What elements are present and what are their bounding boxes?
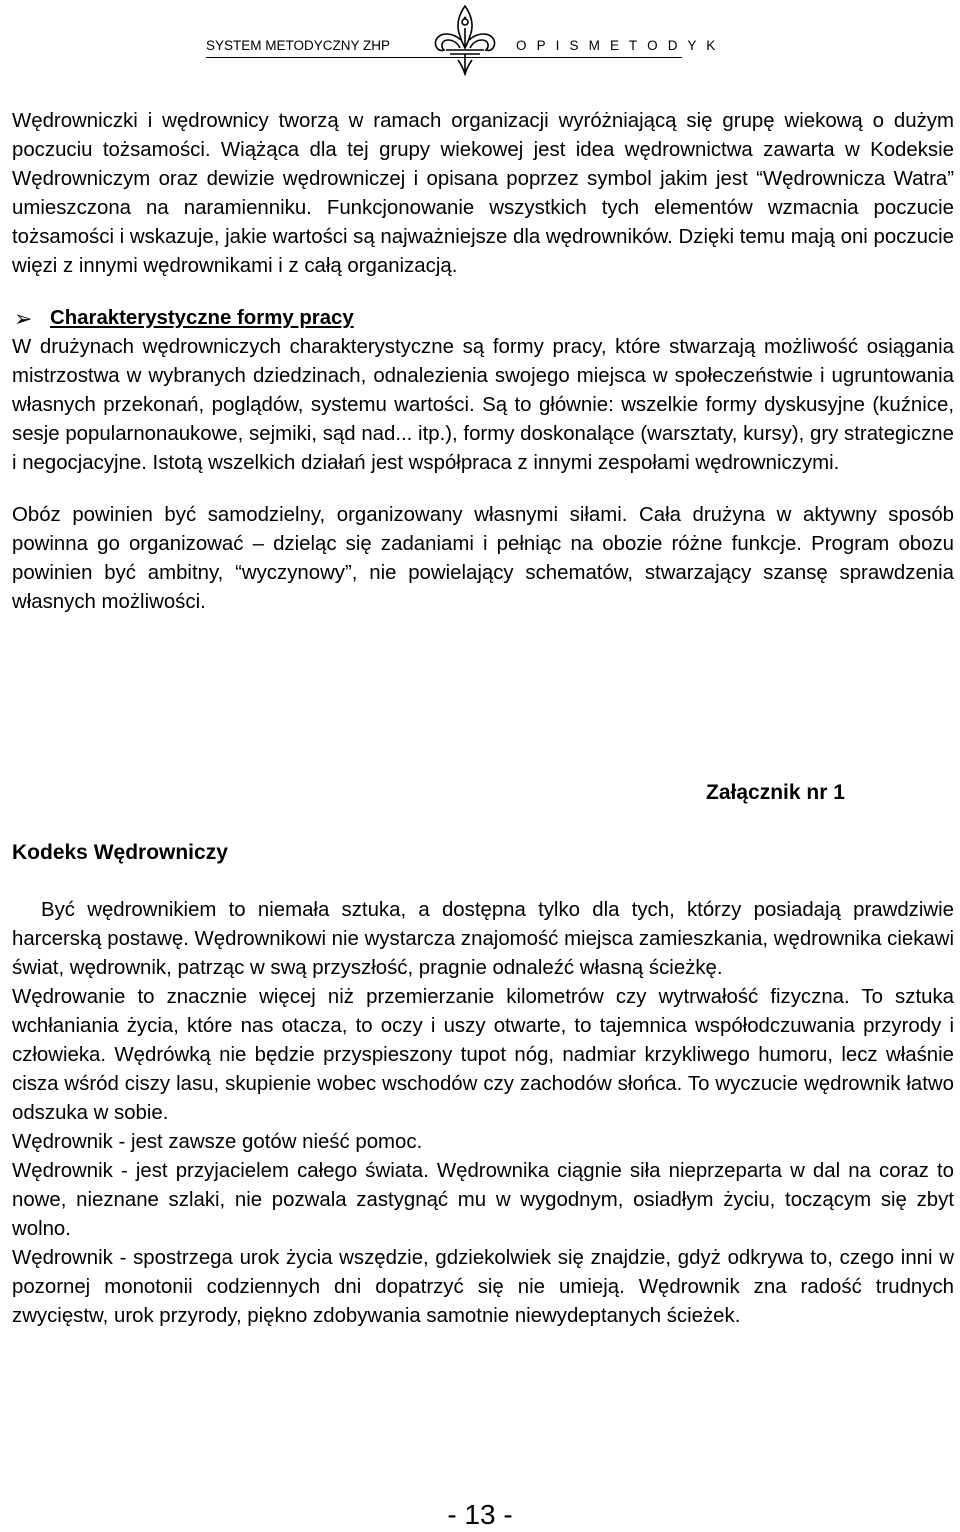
kodeks-paragraph: Wędrowanie to znacznie więcej niż przemierzanie kilometrów czy wytrwałość fizyczna. To sztuka wchłaniania życia, które nas otacza, to oczy i uszy otwarte, to tajemnica współodczuwania przyrody i człowieka. Wędrówką nie będzie przyspieszony tupot nóg, nadmiar krzykliwego humoru, lecz właśnie cisza wśród ciszy lasu, skupienie wobec wschodów czy zachodów słońca. To wyczucie wędrownik łatwo odszuka w sobie.	[12, 986, 954, 1124]
page-number: - 13 -	[447, 1499, 513, 1530]
zhp-lily-logo-icon	[428, 2, 502, 78]
appendix-label: Załącznik nr 1	[706, 781, 845, 804]
camp-paragraph: Obóz powinien być samodzielny, organizowany własnymi siłami. Cała drużyna w aktywny sposób powinna go organizować – dzieląc się zadaniami i pełniąc na obozie różne funkcje. Program obozu powinien być ambitny, “wyczynowy”, nie powielający schematów, stwarzający szansę sprawdzenia własnych możliwości.	[12, 504, 954, 613]
kodeks-text	[12, 896, 954, 1331]
header-right-text: O P I S M E T O D Y K	[516, 38, 719, 53]
main-text	[12, 107, 954, 617]
page-header	[0, 0, 960, 80]
header-left-text: SYSTEM METODYCZNY ZHP	[206, 38, 391, 53]
kodeks-paragraph: Wędrownik - jest przyjacielem całego świata. Wędrownika ciągnie siła nieprzeparta w dal na coraz to nowe, nieznane szlaki, nie pozwala zastygnąć mu w wygodnym, osiadłym życiu, toczącym się zbyt wolno.	[12, 1160, 954, 1240]
header-rule	[206, 57, 682, 58]
kodeks-paragraph: Wędrownik - jest zawsze gotów nieść pomoc.	[12, 1131, 423, 1153]
kodeks-paragraph: Być wędrownikiem to niemała sztuka, a dostępna tylko dla tych, którzy posiadają prawdziwie harcerską postawę. Wędrownikowi nie wystarcza znajomość miejsca zamieszkania, wędrownika ciekawi świat, wędrownik, patrząc w swą przyszłość, pragnie odnaleźć własną ścieżkę.	[12, 899, 954, 979]
spacer	[12, 281, 954, 304]
kodeks-title: Kodeks Wędrowniczy	[12, 841, 228, 864]
spacer	[12, 478, 954, 501]
section-body: W drużynach wędrowniczych charakterystyczne są formy pracy, które stwarzają możliwość osiągania mistrzostwa w wybranych dziedzinach, odnalezienia swojego miejsca w społeczeństwie i ugruntowania własnych przekonań, poglądów, systemu wartości. Są to głównie: wszelkie formy dyskusyjne (kuźnice, sesje popularnonaukowe, sejmiki, sąd nad... itp.), formy doskonalące (warsztaty, kursy), gry strategiczne i negocjacyjne. Istotą wszelkich działań jest współpraca z innymi zespołami wędrowniczymi.	[12, 336, 954, 474]
kodeks-paragraph: Wędrownik - spostrzega urok życia wszędzie, gdziekolwiek się znajdzie, gdyż odkrywa to, czego inni w pozornej monotonii codziennych dni dopatrzyć się nie umieją. Wędrownik zna radość trudnych zwycięstw, urok przyrody, piękno zdobywania samotnie niewydeptanych ścieżek.	[12, 1247, 954, 1327]
intro-paragraph: Wędrowniczki i wędrownicy tworzą w ramach organizacji wyróżniającą się grupę wiekową o dużym poczuciu tożsamości. Wiążąca dla tej grupy wiekowej jest idea wędrownictwa zawarta w Kodeksie Wędrowniczym oraz dewizie wędrowniczej i opisana poprzez symbol jakim jest “Wędrownicza Watra” umieszczona na naramienniku. Funkcjonowanie wszystkich tych elementów wzmacnia poczucie tożsamości i wskazuje, jakie wartości są najważniejsze dla wędrowników. Dzięki temu mają oni poczucie więzi z innymi wędrownikami i z całą organizacją.	[12, 110, 954, 277]
section-heading	[12, 304, 954, 333]
section-heading-text: Charakterystyczne formy pracy	[50, 307, 354, 329]
arrow-bullet-icon: ➢	[14, 306, 33, 331]
